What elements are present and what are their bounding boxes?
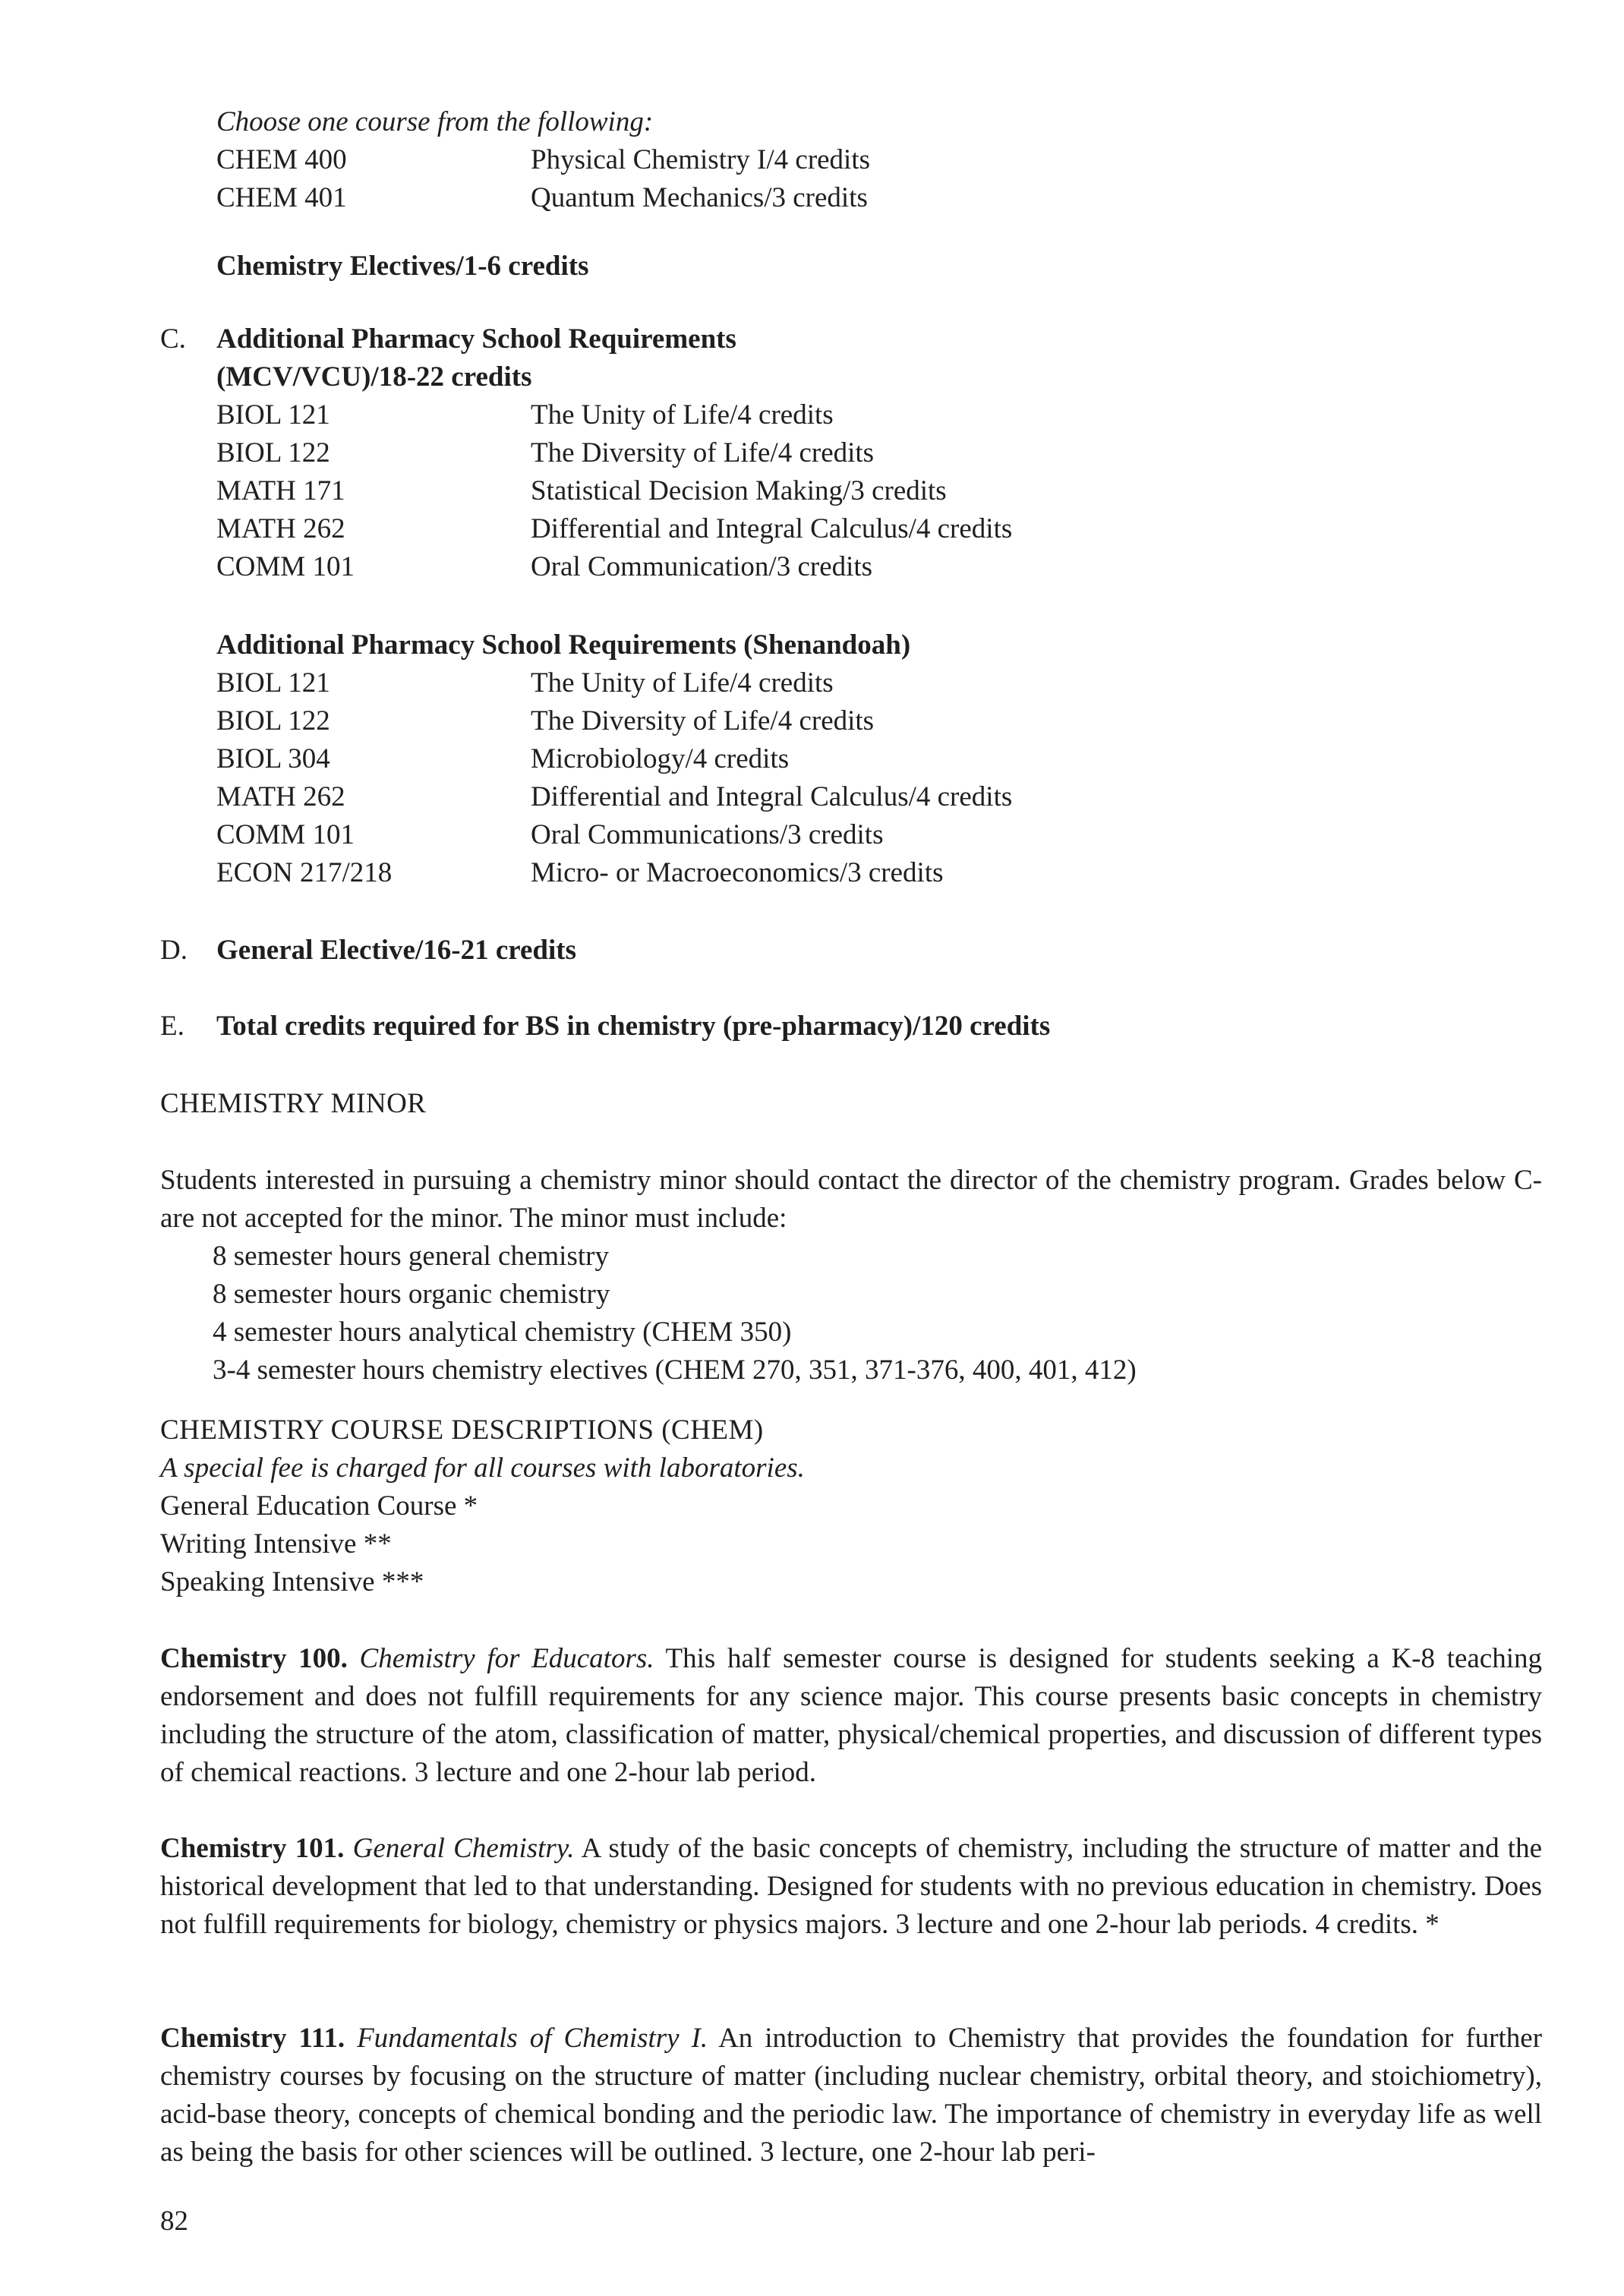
- course-title: Micro- or Macroeconomics/3 credits: [531, 857, 944, 888]
- course-row: [216, 141, 870, 179]
- course-row: [216, 702, 1012, 740]
- section-e-marker: E.: [160, 1011, 184, 1042]
- fee-note: A special fee is charged for all courses with laboratories.: [160, 1452, 805, 1484]
- legend-item: Writing Intensive **: [160, 1528, 392, 1560]
- course-title: The Unity of Life/4 credits: [531, 667, 834, 699]
- list-item: 8 semester hours general chemistry: [213, 1241, 609, 1272]
- course-name: Fundamentals of Chemistry I.: [357, 2023, 708, 2054]
- section-c-mcv: [216, 320, 1012, 586]
- course-code: MATH 262: [216, 513, 345, 544]
- course-row: [216, 472, 1012, 510]
- course-description: [160, 1830, 1542, 1944]
- course-body: This half semester course is designed for students seeking a K-8 teaching endorsement and does not fulfill requirements for any science major. This course presents basic concepts in chemistry including the structure of the atom, classification of matter, physical/chemical properties, and discussion of different types of chemical reactions. 3 lecture and one 2-hour lab period.: [160, 1643, 1542, 1788]
- course-code: MATH 171: [216, 475, 345, 506]
- choose-intro: Choose one course from the following:: [216, 106, 654, 137]
- course-title: The Diversity of Life/4 credits: [531, 437, 875, 468]
- course-body: An introduction to Chemistry that provides the foundation for further chemistry courses by focusing on the structure of matter (including nuclear chemistry, orbital theory, and stoichiometry), acid-base theory, concepts of chemical bonding and the periodic law. The importance of chemistry in everyday life as well as being the basis for other sciences will be outlined. 3 lecture, one 2-hour lab peri-: [160, 2023, 1543, 2168]
- course-body: A study of the basic concepts of chemistry, including the structure of matter and the historical development that led to that understanding. Designed for students with no previous education in chemistry. Does not fulfill requirements for biology, chemistry or physics majors. 3 lecture and one 2-hour lab periods. 4 credits. *: [160, 1833, 1542, 1940]
- course-label: Chemistry 100.: [160, 1643, 348, 1674]
- course-code: CHEM 400: [216, 144, 347, 175]
- course-code: COMM 101: [216, 819, 355, 850]
- course-label: Chemistry 101.: [160, 1833, 345, 1864]
- course-title: Differential and Integral Calculus/4 credits: [531, 513, 1013, 544]
- course-title: Physical Chemistry I/4 credits: [531, 144, 871, 175]
- course-title: Quantum Mechanics/3 credits: [531, 182, 868, 213]
- section-d-marker: D.: [160, 935, 188, 966]
- course-code: BIOL 122: [216, 437, 330, 468]
- page-number: 82: [160, 2206, 188, 2237]
- course-row: [216, 179, 870, 217]
- course-title: The Diversity of Life/4 credits: [531, 705, 875, 736]
- section-e-text: Total credits required for BS in chemistry (pre-pharmacy)/120 credits: [216, 1011, 1051, 1042]
- course-row: [216, 434, 1012, 472]
- section-c-title: Additional Pharmacy School Requirements: [216, 323, 736, 355]
- descriptions-heading: CHEMISTRY COURSE DESCRIPTIONS (CHEM): [160, 1414, 764, 1446]
- course-label: Chemistry 111.: [160, 2023, 345, 2054]
- course-row: [216, 740, 1012, 778]
- course-code: BIOL 121: [216, 399, 330, 430]
- course-row: [216, 510, 1012, 548]
- course-code: COMM 101: [216, 551, 355, 582]
- minor-heading: CHEMISTRY MINOR: [160, 1088, 427, 1119]
- course-row: [216, 854, 1012, 892]
- course-code: CHEM 401: [216, 182, 347, 213]
- course-title: Oral Communications/3 credits: [531, 819, 884, 850]
- course-name: General Chemistry.: [352, 1833, 575, 1864]
- course-code: MATH 262: [216, 781, 345, 812]
- section-c-subtitle: (MCV/VCU)/18-22 credits: [216, 361, 532, 393]
- course-code: BIOL 304: [216, 743, 330, 774]
- descriptions-block: [160, 1411, 805, 1601]
- chemistry-electives: Chemistry Electives/1-6 credits: [216, 251, 589, 282]
- list-item: 8 semester hours organic chemistry: [213, 1279, 610, 1310]
- course-description: [160, 2020, 1542, 2171]
- course-row: [216, 396, 1012, 434]
- course-row: [216, 548, 1012, 586]
- course-row: [216, 664, 1012, 702]
- section-d-text: General Elective/16-21 credits: [216, 935, 577, 966]
- shenandoah-title: Additional Pharmacy School Requirements (Shenandoah): [216, 629, 911, 661]
- list-item: 3-4 semester hours chemistry electives (CHEM 270, 351, 371-376, 400, 401, 412): [213, 1355, 1137, 1386]
- minor-requirements-list: [213, 1238, 1137, 1389]
- course-title: The Unity of Life/4 credits: [531, 399, 834, 430]
- course-code: BIOL 121: [216, 667, 330, 699]
- choose-course-block: [216, 103, 870, 285]
- course-row: [216, 816, 1012, 854]
- course-title: Statistical Decision Making/3 credits: [531, 475, 947, 506]
- section-c-shenandoah: [216, 626, 1012, 892]
- list-item: 4 semester hours analytical chemistry (CHEM 350): [213, 1317, 792, 1348]
- course-title: Differential and Integral Calculus/4 credits: [531, 781, 1013, 812]
- course-code: BIOL 122: [216, 705, 330, 736]
- course-row: [216, 778, 1012, 816]
- course-title: Oral Communication/3 credits: [531, 551, 873, 582]
- section-c-marker: C.: [160, 323, 186, 355]
- minor-intro: Students interested in pursuing a chemistry minor should contact the director of the chemistry program. Grades below C- are not accepted for the minor. The minor must include:: [160, 1165, 1542, 1234]
- course-name: Chemistry for Educators.: [359, 1643, 654, 1674]
- legend-item: General Education Course *: [160, 1490, 478, 1522]
- course-description: [160, 1640, 1542, 1792]
- course-title: Microbiology/4 credits: [531, 743, 790, 774]
- course-code: ECON 217/218: [216, 857, 393, 888]
- legend-item: Speaking Intensive ***: [160, 1566, 424, 1597]
